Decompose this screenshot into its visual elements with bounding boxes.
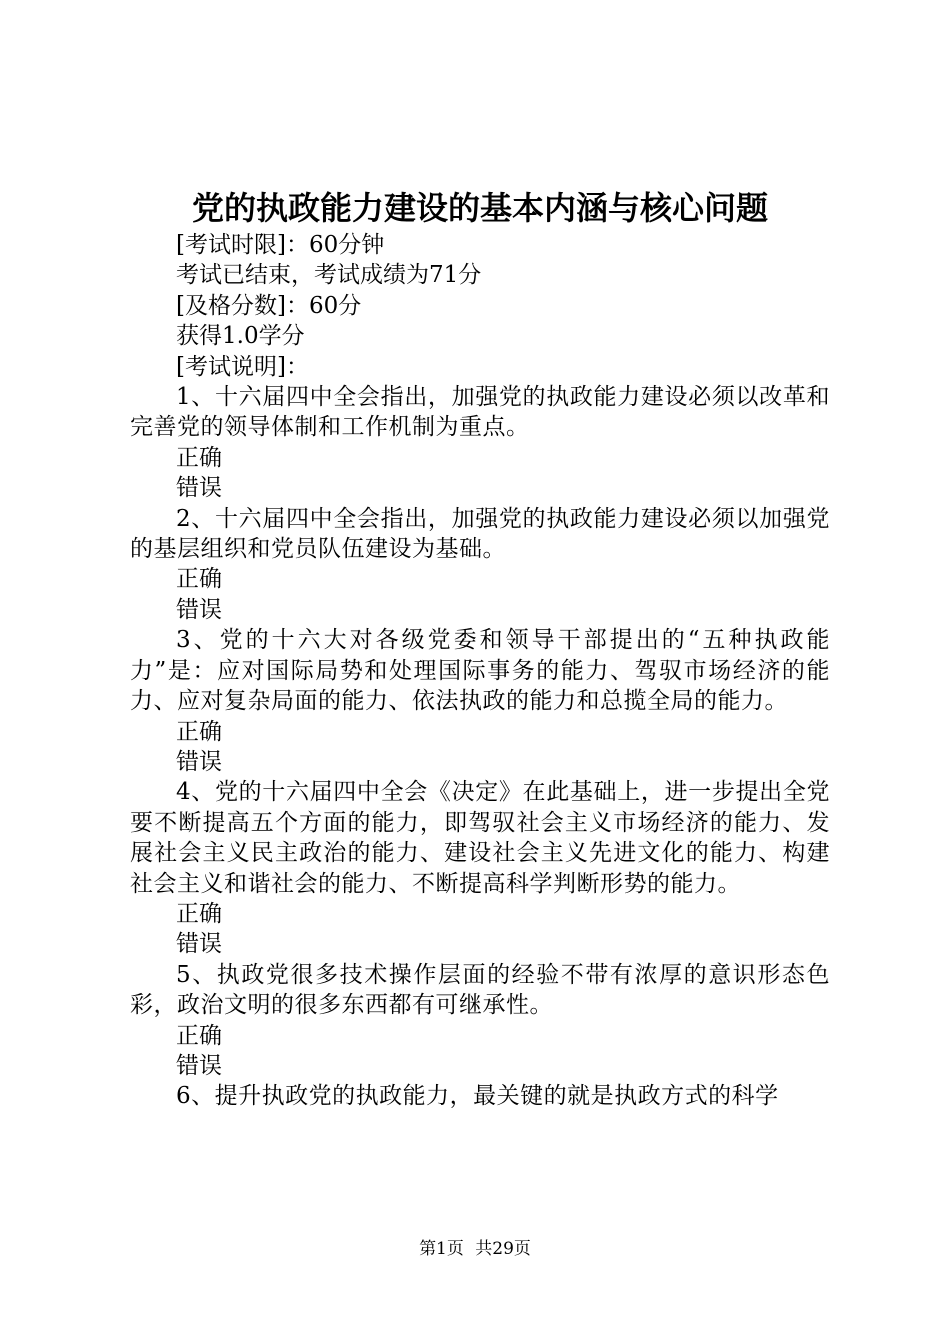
exam-meta: [130, 230, 830, 382]
page-footer: [0, 1238, 950, 1260]
question-text: 2、十六届四中全会指出，加强党的执政能力建设必须以加强党的基层组织和党员队伍建设为基础。: [130, 505, 830, 563]
question-item: [130, 777, 830, 959]
exam-result: 考试已结束，考试成绩为71分: [176, 262, 482, 289]
question-text: 3、党的十六大对各级党委和领导干部提出的“五种执政能力”是：应对国际局势和处理国际事务的能力、驾驭市场经济的能力、应对复杂局面的能力、依法执政的能力和总揽全局的能力。: [130, 627, 830, 715]
question-text: 6、提升执政党的执政能力，最关键的就是执政方式的科学: [176, 1083, 779, 1110]
question-item: [130, 382, 830, 504]
document-page: [130, 186, 830, 1112]
exam-instructions-label: [考试说明]：: [176, 353, 309, 380]
option-wrong[interactable]: 错误: [176, 931, 222, 958]
option-wrong[interactable]: 错误: [176, 748, 222, 775]
option-wrong[interactable]: 错误: [176, 1052, 222, 1079]
option-wrong[interactable]: 错误: [176, 475, 222, 502]
question-text: 5、执政党很多技术操作层面的经验不带有浓厚的意识形态色彩，政治文明的很多东西都有可继承性。: [130, 961, 830, 1019]
question-text: 4、党的十六届四中全会《决定》在此基础上，进一步提出全党要不断提高五个方面的能力，即驾驭社会主义市场经济的能力、发展社会主义民主政治的能力、建设社会主义先进文化的能力、构建社会主义和谐社会的能力、不断提高科学判断形势的能力。: [130, 779, 830, 897]
page-number-current: 第1页: [419, 1239, 464, 1259]
question-item: [130, 960, 830, 1082]
document-title: 党的执政能力建设的基本内涵与核心问题: [191, 189, 768, 227]
question-list: [130, 382, 830, 1112]
option-correct[interactable]: 正确: [176, 900, 222, 927]
page-number-total: 共29页: [475, 1239, 531, 1259]
exam-time-limit: [考试时限]：60分钟: [176, 232, 385, 258]
option-correct[interactable]: 正确: [176, 566, 222, 593]
question-item: [130, 625, 830, 777]
option-correct[interactable]: 正确: [176, 718, 222, 745]
exam-credits: 获得1.0学分: [176, 323, 305, 350]
question-item: [130, 1081, 830, 1111]
question-item: [130, 504, 830, 626]
option-wrong[interactable]: 错误: [176, 596, 222, 623]
option-correct[interactable]: 正确: [176, 1022, 222, 1049]
exam-pass-score: [及格分数]：60分: [176, 292, 362, 319]
question-text: 1、十六届四中全会指出，加强党的执政能力建设必须以改革和完善党的领导体制和工作机制为重点。: [130, 384, 830, 441]
option-correct[interactable]: 正确: [176, 444, 222, 471]
